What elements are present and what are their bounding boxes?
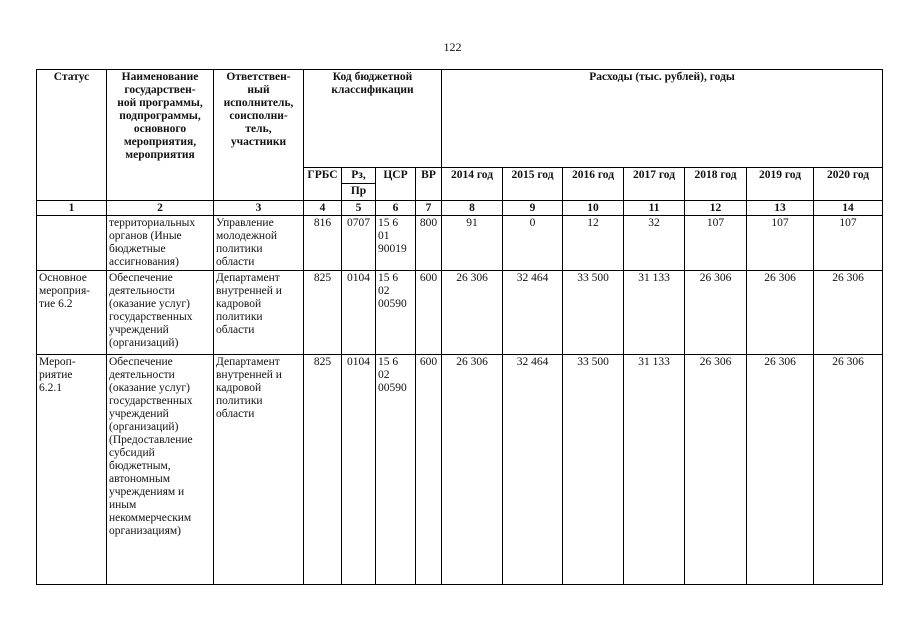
page-number: 122 bbox=[443, 40, 462, 54]
row-value-2020: 26 306 bbox=[814, 355, 883, 585]
header-year-2016: 2016 год bbox=[563, 168, 624, 201]
header-budget-code: Код бюджетной классификации bbox=[304, 70, 442, 168]
row-grbs: 825 bbox=[304, 271, 342, 355]
header-grbs: ГРБС bbox=[304, 168, 342, 201]
header-year-2015: 2015 год bbox=[503, 168, 563, 201]
row-grbs: 825 bbox=[304, 355, 342, 585]
row-value-2020: 107 bbox=[814, 216, 883, 271]
header-year-2014: 2014 год bbox=[442, 168, 503, 201]
row-value-2019: 107 bbox=[747, 216, 814, 271]
column-number: 12 bbox=[685, 201, 747, 216]
row-value-2017: 31 133 bbox=[624, 355, 685, 585]
row-value-2015: 32 464 bbox=[503, 355, 563, 585]
row-status: Основное мероприя- тие 6.2 bbox=[37, 271, 107, 355]
row-rzpr: 0104 bbox=[342, 355, 376, 585]
header-vr: ВР bbox=[416, 168, 442, 201]
row-value-2019: 26 306 bbox=[747, 355, 814, 585]
row-csr: 15 6 02 00590 bbox=[376, 355, 416, 585]
row-name: Обеспечение деятельности (оказание услуг) государственных учреждений (организаций) (Предоставление субсидий бюджетным, автономным учреждениям и иным некоммерческим организациям) bbox=[107, 355, 214, 585]
column-number: 3 bbox=[214, 201, 304, 216]
budget-table bbox=[36, 69, 883, 585]
column-number: 4 bbox=[304, 201, 342, 216]
row-value-2020: 26 306 bbox=[814, 271, 883, 355]
header-program-name: Наименование государствен- ной программы, подпрограммы, основного мероприятия, мероприятия bbox=[107, 70, 214, 201]
header-rz: Рз, bbox=[342, 169, 375, 184]
row-status bbox=[37, 216, 107, 271]
row-value-2017: 31 133 bbox=[624, 271, 685, 355]
row-value-2014: 26 306 bbox=[442, 355, 503, 585]
row-value-2018: 26 306 bbox=[685, 271, 747, 355]
column-number-row bbox=[37, 201, 883, 216]
row-vr: 600 bbox=[416, 355, 442, 585]
header-responsible: Ответствен- ный исполнитель, соисполни- тель, участники bbox=[214, 70, 304, 201]
column-number: 6 bbox=[376, 201, 416, 216]
row-vr: 600 bbox=[416, 271, 442, 355]
row-rzpr: 0707 bbox=[342, 216, 376, 271]
row-value-2016: 12 bbox=[563, 216, 624, 271]
column-number: 9 bbox=[503, 201, 563, 216]
row-value-2015: 32 464 bbox=[503, 271, 563, 355]
header-pr: Пр bbox=[350, 185, 367, 197]
header-row-1 bbox=[37, 70, 883, 168]
row-value-2019: 26 306 bbox=[747, 271, 814, 355]
column-number: 10 bbox=[563, 201, 624, 216]
column-number: 13 bbox=[747, 201, 814, 216]
column-number: 1 bbox=[37, 201, 107, 216]
row-value-2014: 26 306 bbox=[442, 271, 503, 355]
header-expenses: Расходы (тыс. рублей), годы bbox=[442, 70, 883, 168]
row-csr: 15 6 02 00590 bbox=[376, 271, 416, 355]
column-number: 14 bbox=[814, 201, 883, 216]
header-year-2019: 2019 год bbox=[747, 168, 814, 201]
row-vr: 800 bbox=[416, 216, 442, 271]
column-number: 8 bbox=[442, 201, 503, 216]
header-status: Статус bbox=[37, 70, 107, 201]
row-name: территориальных органов (Иные бюджетные ассигнования) bbox=[107, 216, 214, 271]
header-year-2017: 2017 год bbox=[624, 168, 685, 201]
row-responsible: Департамент внутренней и кадровой политики области bbox=[214, 271, 304, 355]
header-rzpr bbox=[342, 168, 376, 201]
header-year-2018: 2018 год bbox=[685, 168, 747, 201]
row-value-2016: 33 500 bbox=[563, 271, 624, 355]
row-responsible: Департамент внутренней и кадровой политики области bbox=[214, 355, 304, 585]
row-name: Обеспечение деятельности (оказание услуг) государственных учреждений (организаций) bbox=[107, 271, 214, 355]
column-number: 7 bbox=[416, 201, 442, 216]
row-value-2016: 33 500 bbox=[563, 355, 624, 585]
table-row bbox=[37, 271, 883, 355]
row-value-2018: 26 306 bbox=[685, 355, 747, 585]
table-row bbox=[37, 216, 883, 271]
column-number: 2 bbox=[107, 201, 214, 216]
table-row bbox=[37, 355, 883, 585]
row-status: Мероп- риятие 6.2.1 bbox=[37, 355, 107, 585]
row-rzpr: 0104 bbox=[342, 271, 376, 355]
row-value-2015: 0 bbox=[503, 216, 563, 271]
row-csr: 15 6 01 90019 bbox=[376, 216, 416, 271]
row-responsible: Управление молодежной политики области bbox=[214, 216, 304, 271]
row-grbs: 816 bbox=[304, 216, 342, 271]
row-value-2014: 91 bbox=[442, 216, 503, 271]
header-csr: ЦСР bbox=[376, 168, 416, 201]
row-value-2017: 32 bbox=[624, 216, 685, 271]
header-year-2020: 2020 год bbox=[814, 168, 883, 201]
row-value-2018: 107 bbox=[685, 216, 747, 271]
column-number: 11 bbox=[624, 201, 685, 216]
column-number: 5 bbox=[342, 201, 376, 216]
